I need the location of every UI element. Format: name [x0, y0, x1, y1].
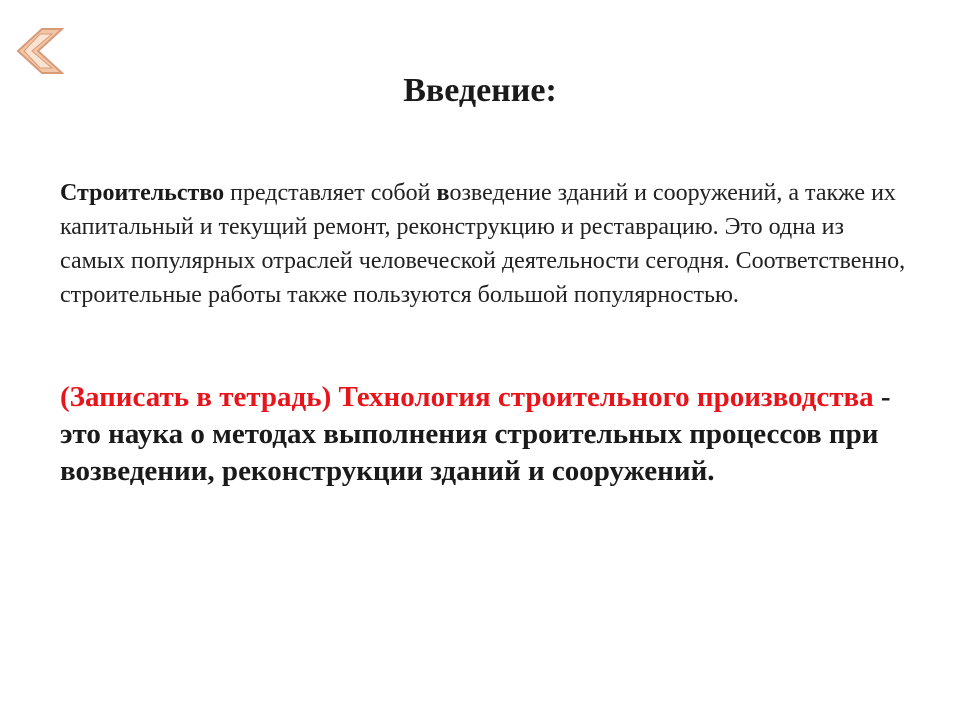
- slide-title: Введение:: [403, 72, 557, 109]
- back-button[interactable]: [8, 26, 64, 76]
- intro-bold-letter: в: [436, 180, 450, 206]
- intro-text-2: озведение зданий и сооружений, а также их капитальный и текущий ремонт, реконструкцию и реставрацию. Это одна из самых популярных отраслей человеческой деятельности сегодня. Соответственно, строительные работы также пользуются большой популярностью.: [60, 180, 906, 308]
- back-chevron-icon: [8, 26, 64, 76]
- definition-term: Технология строительного производства: [338, 381, 874, 413]
- definition-paragraph: [60, 379, 910, 490]
- intro-paragraph: [60, 176, 910, 312]
- notebook-note: (Записать в тетрадь): [60, 381, 339, 413]
- definition-text: - это наука о методах выполнения строительных процессов при возведении, реконструкции зданий и сооружений.: [60, 381, 891, 487]
- term-construction: Строительство: [60, 180, 225, 206]
- intro-text-1: представляет собой: [224, 180, 437, 206]
